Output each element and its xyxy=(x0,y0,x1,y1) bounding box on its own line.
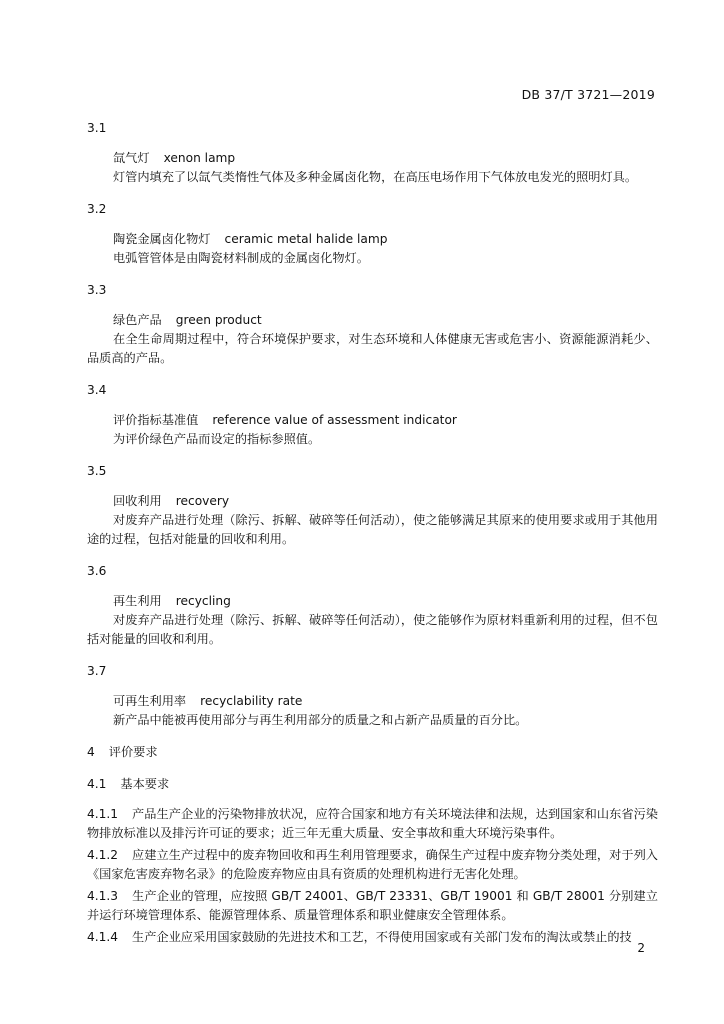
term-zh: 陶瓷金属卤化物灯 xyxy=(113,232,211,246)
clause-text: 生产企业应采用国家鼓励的先进技术和工艺，不得使用国家或有关部门发布的淘汰或禁止的技 xyxy=(132,930,632,944)
term-definition: 新产品中能被再使用部分与再生利用部分的质量之和占新产品质量的百分比。 xyxy=(113,713,528,727)
term-name xyxy=(113,492,658,511)
term-3-6 xyxy=(87,562,658,649)
term-en: ceramic metal halide lamp xyxy=(224,232,388,246)
standard-code-header: DB 37/T 3721—2019 xyxy=(521,87,655,102)
term-name xyxy=(113,311,658,330)
section-number: 4 xyxy=(87,745,95,759)
term-name xyxy=(113,592,658,611)
term-en: xenon lamp xyxy=(163,151,236,165)
clause-number: 4.1.4 xyxy=(87,930,119,944)
term-en: green product xyxy=(175,313,262,327)
clause-4-1-1 xyxy=(87,805,658,843)
term-number: 3.3 xyxy=(87,283,107,297)
clause-number: 4.1.1 xyxy=(87,807,119,821)
term-zh: 回收利用 xyxy=(113,494,162,508)
term-en: recyclability rate xyxy=(200,694,303,708)
term-zh: 可再生利用率 xyxy=(113,694,187,708)
term-en: recycling xyxy=(175,594,231,608)
clause-text: 生产企业的管理，应按照 GB/T 24001、GB/T 23331、GB/T 19001 和 GB/T 28001 分别建立并运行环境管理体系、能源管理体系、质量管理体系和职业健康安全管理体系。 xyxy=(87,889,658,922)
term-zh: 评价指标基准值 xyxy=(113,413,199,427)
clause-text: 应建立生产过程中的废弃物回收和再生利用管理要求，确保生产过程中废弃物分类处理，对于列入《国家危害废弃物名录》的危险废弃物应由具有资质的处理机构进行无害化处理。 xyxy=(87,848,658,881)
page-number: 2 xyxy=(637,941,645,955)
clause-number: 4.1.3 xyxy=(87,889,119,903)
term-number: 3.7 xyxy=(87,664,107,678)
term-definition: 在全生命周期过程中，符合环境保护要求，对生态环境和人体健康无害或危害小、资源能源消耗少、品质高的产品。 xyxy=(87,332,658,365)
clause-4-1-2 xyxy=(87,846,658,884)
term-3-1 xyxy=(87,119,658,187)
term-zh: 再生利用 xyxy=(113,594,162,608)
term-number: 3.6 xyxy=(87,564,107,578)
term-name xyxy=(113,149,658,168)
term-en: recovery xyxy=(175,494,230,508)
term-zh: 绿色产品 xyxy=(113,313,162,327)
subsection-heading xyxy=(87,775,658,794)
term-definition: 对废弃产品进行处理（除污、拆解、破碎等任何活动），使之能够满足其原来的使用要求或用于其他用途的过程，包括对能量的回收和利用。 xyxy=(87,513,658,546)
term-name xyxy=(113,692,658,711)
term-zh: 氙气灯 xyxy=(113,151,150,165)
term-number: 3.2 xyxy=(87,202,107,216)
subsection-number: 4.1 xyxy=(87,777,107,791)
subsection-title: 基本要求 xyxy=(120,777,170,791)
term-definition: 电弧管管体是由陶瓷材料制成的金属卤化物灯。 xyxy=(113,251,369,265)
section-title: 评价要求 xyxy=(108,745,158,759)
term-3-7 xyxy=(87,662,658,730)
term-name xyxy=(113,230,658,249)
term-number: 3.4 xyxy=(87,383,107,397)
term-definition: 对废弃产品进行处理（除污、拆解、破碎等任何活动），使之能够作为原材料重新利用的过程，但不包括对能量的回收和利用。 xyxy=(87,613,658,646)
term-3-4 xyxy=(87,381,658,449)
term-number: 3.1 xyxy=(87,121,107,135)
document-body xyxy=(87,119,658,947)
clause-text: 产品生产企业的污染物排放状况，应符合国家和地方有关环境法律和法规，达到国家和山东省污染物排放标准以及排污许可证的要求；近三年无重大质量、安全事故和重大环境污染事件。 xyxy=(87,807,658,840)
term-3-3 xyxy=(87,281,658,368)
term-3-5 xyxy=(87,462,658,549)
term-en: reference value of assessment indicator xyxy=(212,413,457,427)
section-heading xyxy=(87,743,658,762)
clause-number: 4.1.2 xyxy=(87,848,119,862)
term-definition: 为评价绿色产品而设定的指标参照值。 xyxy=(113,432,321,446)
clause-4-1-3 xyxy=(87,887,658,925)
clause-4-1-4 xyxy=(87,928,658,947)
term-number: 3.5 xyxy=(87,464,107,478)
term-name xyxy=(113,411,658,430)
term-definition: 灯管内填充了以氙气类惰性气体及多种金属卤化物，在高压电场作用下气体放电发光的照明灯具。 xyxy=(113,170,638,184)
term-3-2 xyxy=(87,200,658,268)
